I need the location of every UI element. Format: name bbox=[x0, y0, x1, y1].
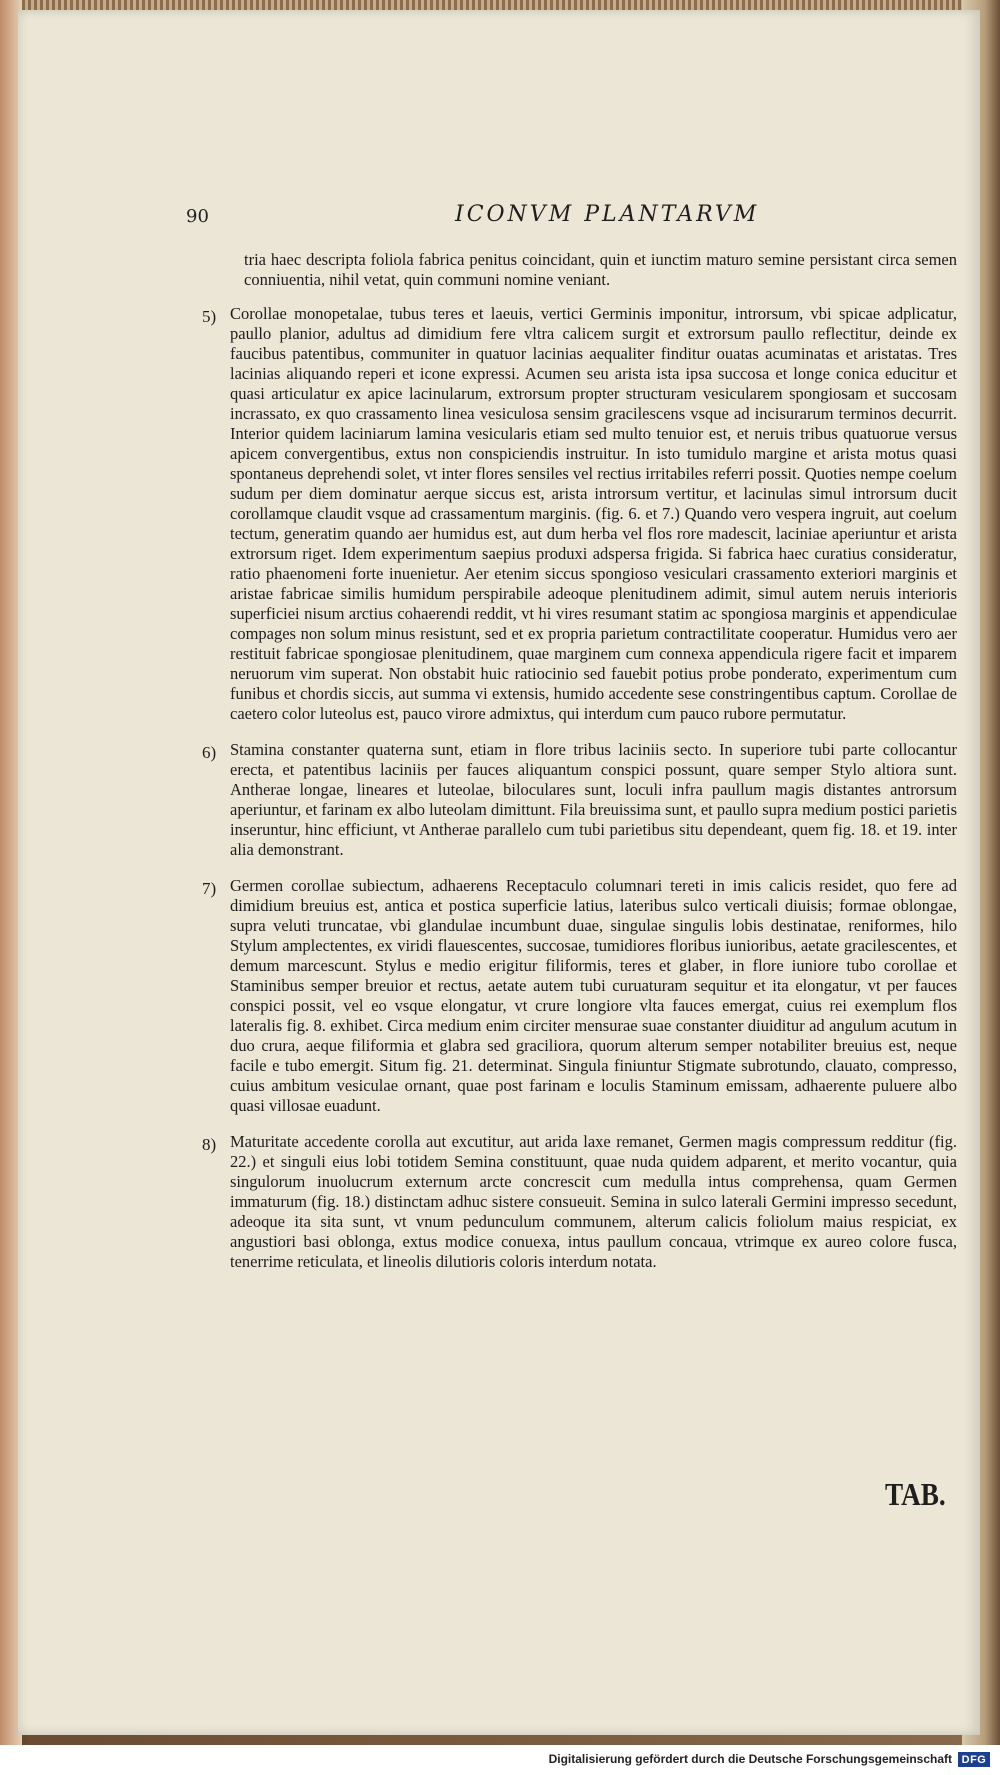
paragraph-text: Maturitate accedente corolla aut excutitur, aut arida laxe remanet, Germen magis compressum redditur (fig. 22.) et singuli eius lobi totidem Semina constituunt, quae nuda quidem adparent, et merito vocantur, quia singulorum inuolucrum externum arcte concrescit cum medulla intus comprehensa, quam Germen immaturum (fig. 18.) distinctam adhuc sistere consueuit. Semina in sulco laterali Germini impresso secedunt, adeoque ita sita sunt, vt vnum pedunculum communem, alterum calicis foliolum maius respiciat, ex angustiori basi oblonga, extus modice conuexa, intus paullum concaua, vtrimque ex aureo colore fusca, tenerrime reticulata, et lineolis dilutioris coloris interdum notata. bbox=[230, 1132, 957, 1271]
dfg-logo[interactable]: DFG bbox=[958, 1752, 990, 1767]
paragraph-text: Germen corollae subiectum, adhaerens Receptaculo columnari tereti in imis calicis residet, quo fere ad dimidium breuius est, antica et postica superficie latius, lateribus sulco verticali diuisis; formae oblongae, supra veluti truncatae, vbi glandulae incumbunt duae, singulae singulis lobis destinatae, reniformes, hilo Stylum amplectentes, ex viridi flauescentes, succosae, tumidiores floribus iunioribus, aetate gracilescentes, et demum marcescunt. Stylus e medio erigitur filiformis, teres et glaber, in flore iuniore tubo corollae et Staminibus semper breuior et rectus, aetate autem tubi curuaturam sequitur et ita elongatur, vt per fauces conspici possit, vel eo vsque elongatur, vt crure longiore vlta fauces emergat, cuius rei exemplum flos lateralis fig. 8. exhibet. Circa medium enim circiter mensurae suae constanter diuiditur ad angulum acutum in duo crura, aeque filiformia et glabra sed graciliora, quorum alterum semper notabiliter breuius est, neque facile e tubo emergit. Situm fig. 21. determinat. Singula finiuntur Stigmate subrotundo, clauato, compresso, cuius ambitum vesiculae ornant, quae post farinam e loculis Staminum emissam, adhaerente puluere albo quasi villosae euadunt. bbox=[230, 876, 957, 1115]
paragraph-8 bbox=[202, 1132, 957, 1272]
page-body bbox=[202, 250, 957, 1272]
paragraph-number: 8) bbox=[202, 1135, 217, 1154]
paragraph-7 bbox=[202, 876, 957, 1116]
paragraph-number: 5) bbox=[202, 307, 217, 326]
paragraph-text: Corollae monopetalae, tubus teres et laeuis, vertici Germinis imponitur, introrsum, vbi spicae adplicatur, paullo planior, adultus ad dimidium fere vltra calicem surgit et extrorsum paullo reflectitur, deinde ex faucibus patentibus, communiter in quatuor lacinias aequaliter finditur ouatas acuminatas et aristatas. Tres lacinias aliquando reperi et icone expressi. Acumen seu arista ista ipsa succosa et longe conica educitur et quasi articulatur ex apice lacinularum, extrorsum propter structuram vesicularem spongiosam et succosam incrassato, ex quo crassamento linea vesiculosa sensim gracilescens vsque ad incisurarum terminos decurrit. Interior quidem laciniarum lamina vesicularis etiam sed multo tenuior est, et neruis tribus quatuorue versus apicem convergentibus, extus non conspiciendis instruitur. In isto tumidulo margine et arista motus quasi spontaneus deprehendi solet, vt inter flores sensiles vel rectius irritabiles referri possit. Quoties nempe coelum sudum per diem dominatur aerque siccus est, arista introrsum vertitur, et lacinulas simul introrsum ducit corollamque claudit vsque ad crassamentum marginis. (fig. 6. et 7.) Quando vero vespera ingruit, aut coelum tectum, generatim quando aer humidus est, aut dum herba vel flos rore madescit, laciniae aperiuntur et arista extrorsum riget. Idem experimentum saepius produxi adspersa frigida. Si fabrica haec curatius consideratur, ratio phaenomeni forte inuenietur. Aer etenim siccus spongioso vesiculari crassamento exteriori marginis et aristae fabricae similis humidum perspirabile adeoque plenitudinem adimit, simul autem neruis interioris superficiei nisum arctius cohaerendi reddit, vt hi vires resumant statim ac spongiosa marginis et appendiculae compages non solum minus resistunt, sed et ex propria parietum contractilitate cooperatur. Humidus vero aer restituit fabricae spongiosae plenitudinem, quae marginem cum connexa appendicula rigere facit et imparem neruorum vim superat. Non obstabit huic ratiocinio sed fauebit potius probe ponderato, experimentum cum funibus et chordis siccis, aut summa vi extensis, humido accedente sese constringentibus captum. Corollae de caetero color luteolus est, pauco virore admixtus, qui interdum cum pauco rubore permutatur. bbox=[230, 304, 957, 723]
paragraph-text: Stamina constanter quaterna sunt, etiam in flore tribus laciniis secto. In superiore tubi parte collocantur erecta, et patentibus laciniis per fauces aliquantum conspici possunt, quare semper Stylo altiora sunt. Antherae longae, lineares et luteolae, biloculares sunt, loculi infra paullum magis distantes antrorsum aperiuntur, et farinam ex albo luteolam dimittunt. Fila breuissima sunt, et paullo supra medium postici parietis inseruntur, hinc efficiunt, vt Antherae parallelo cum tubi parietibus situ dependeant, quem fig. 18. et 19. inter alia demonstrant. bbox=[230, 740, 958, 859]
paragraph-text: tria haec descripta foliola fabrica penitus coincidant, quin et iunctim maturo semine persistant circa semen conniuentia, nihil vetat, quin communi nomine veniant. bbox=[244, 250, 957, 289]
paragraph-number: 7) bbox=[202, 879, 217, 898]
paragraph-continuation bbox=[202, 250, 957, 290]
running-head: ICONVM PLANTARVM bbox=[455, 202, 760, 227]
funding-credit: Digitalisierung gefördert durch die Deutsche Forschungsgemeinschaft bbox=[548, 1752, 952, 1766]
paragraph-5 bbox=[202, 304, 957, 724]
paragraph-number: 6) bbox=[202, 743, 217, 762]
page-number: 90 bbox=[186, 206, 209, 227]
paragraph-6 bbox=[202, 740, 957, 860]
catchword: TAB. bbox=[885, 1476, 946, 1512]
